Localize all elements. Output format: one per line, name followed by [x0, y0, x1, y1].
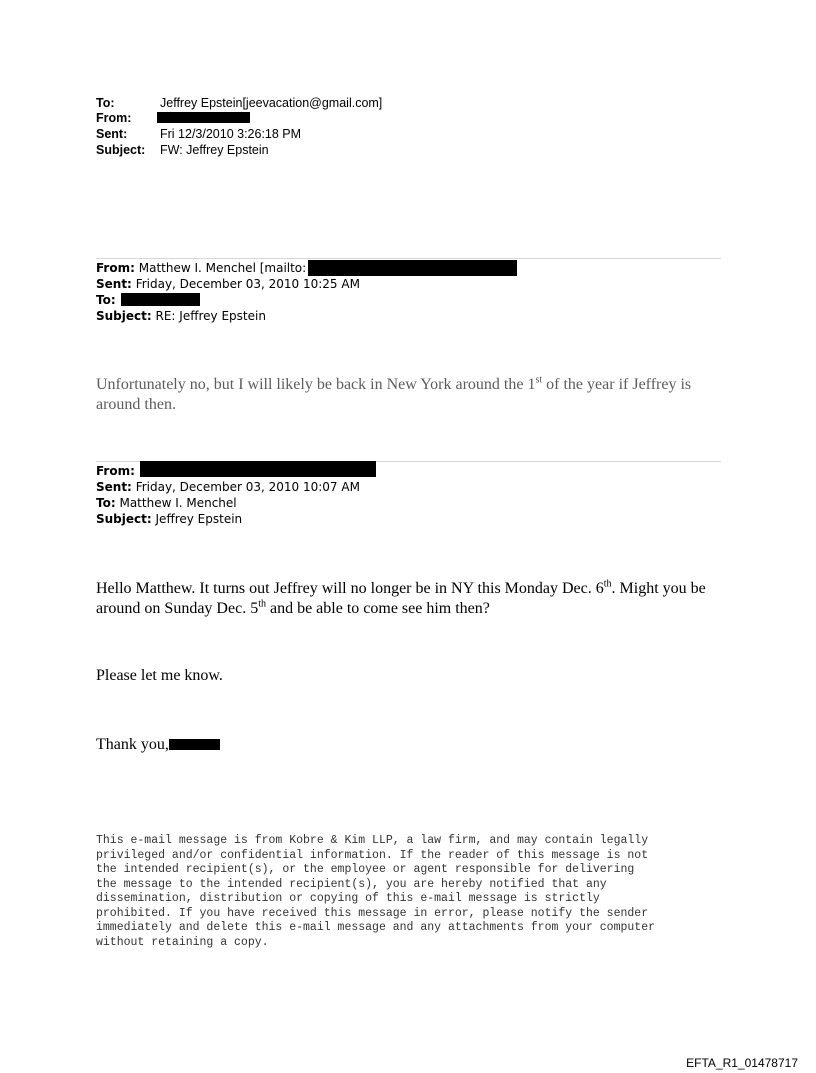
message2-subject-label: Subject:: [96, 512, 152, 526]
message1-to-row: [96, 292, 116, 308]
message1-subject-value: RE: Jeffrey Epstein: [155, 309, 266, 323]
message2-p1-sup-1: th: [603, 578, 612, 590]
message2-from-row: [96, 463, 135, 479]
message1-body-text-end: of the year if Jeffrey is around then.: [96, 376, 692, 413]
message1-from-row: [96, 260, 306, 276]
message1-body-text: Unfortunately no, but I will likely be back in New York around the 1: [96, 376, 536, 393]
header-to-label: To:: [96, 96, 115, 110]
message1-sent-value: Friday, December 03, 2010 10:25 AM: [135, 277, 360, 291]
redaction-bar: [140, 461, 376, 477]
message1-to-label: To:: [96, 293, 116, 307]
message2-paragraph-2: Please let me know.: [96, 667, 223, 684]
message1-body: [96, 375, 726, 415]
message1-from-value: Matthew I. Menchel [mailto:: [138, 261, 307, 275]
redaction-bar: [169, 739, 220, 750]
message2-paragraph-1: [96, 579, 726, 619]
message2-p1-text-b: . Might you be around on Sunday Dec. 5: [96, 580, 706, 617]
legal-disclaimer: This e-mail message is from Kobre & Kim LLP, a law firm, and may contain legally privileged and/or confidential information. If the reader of this message is not the intended recipient(s), or the employee or agent responsible for delivering the message to the intended recipient(s), you are hereby notified that any dissemination, distribution or copying of this e-mail message is strictly prohibited. If you have received this message in error, please notify the sender immediately and delete this e-mail message and any attachments from your computer without retaining a copy.: [96, 834, 655, 949]
message2-sent-row: [96, 479, 360, 495]
header-subject-value: FW: Jeffrey Epstein: [160, 143, 269, 157]
message1-subject-row: [96, 308, 266, 324]
message2-p1-text-a: Hello Matthew. It turns out Jeffrey will no longer be in NY this Monday Dec. 6: [96, 580, 604, 597]
message2-sent-label: Sent:: [96, 480, 132, 494]
message1-sent-label: Sent:: [96, 277, 132, 291]
message2-p1-text-c: and be able to come see him then?: [265, 600, 490, 617]
header-sent-value: Fri 12/3/2010 3:26:18 PM: [160, 127, 302, 141]
header-from-label: From:: [96, 111, 132, 125]
message2-to-label: To:: [96, 496, 116, 510]
redaction-bar: [157, 112, 250, 123]
redaction-bar: [121, 293, 200, 306]
message1-body-sup: st: [535, 374, 543, 386]
message2-signoff-text: Thank you,: [96, 736, 169, 753]
message2-to-row: [96, 495, 237, 511]
message2-p1-sup-2: th: [258, 598, 266, 610]
message1-from-label: From:: [96, 261, 135, 275]
redaction-bar: [308, 260, 517, 276]
document-id: EFTA_R1_01478717: [686, 1056, 798, 1070]
message2-from-label: From:: [96, 464, 135, 478]
header-sent-label: Sent:: [96, 127, 128, 141]
message2-subject-row: [96, 511, 242, 527]
header-subject-label: Subject:: [96, 143, 146, 157]
message2-subject-value: Jeffrey Epstein: [155, 512, 243, 526]
header-to-value: Jeffrey Epstein[jeevacation@gmail.com]: [160, 96, 383, 110]
separator-line: [96, 258, 721, 259]
message1-sent-row: [96, 276, 360, 292]
message2-to-value: Matthew I. Menchel: [119, 496, 237, 510]
message2-sent-value: Friday, December 03, 2010 10:07 AM: [135, 480, 360, 494]
message1-subject-label: Subject:: [96, 309, 152, 323]
